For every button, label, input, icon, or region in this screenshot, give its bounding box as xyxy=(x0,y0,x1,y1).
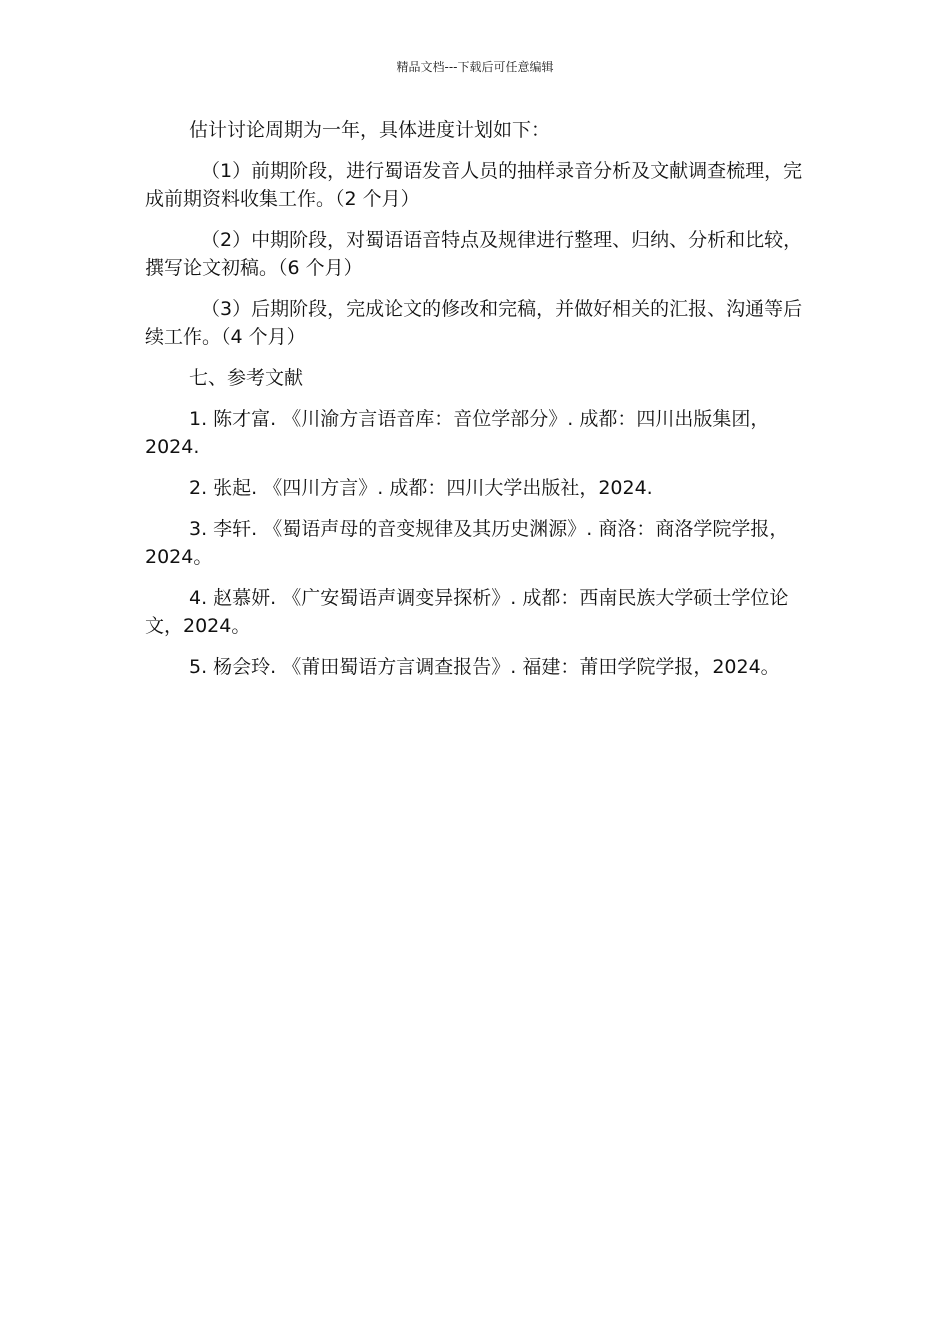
schedule-intro: 估计讨论周期为一年，具体进度计划如下： xyxy=(189,119,551,141)
document-body xyxy=(145,116,815,694)
reference-item: 5. 杨会玲. 《莆田蜀语方言调查报告》. 福建：莆田学院学报，2024。 xyxy=(189,656,780,678)
reference-item: 1. 陈才富. 《川渝方言语音库：音位学部分》. 成都：四川出版集团，2024. xyxy=(145,408,770,458)
reference-item: 2. 张起. 《四川方言》. 成都：四川大学出版社，2024. xyxy=(189,477,653,499)
stage-paragraph: （3）后期阶段，完成论文的修改和完稿，并做好相关的汇报、沟通等后续工作。（4 个月） xyxy=(145,298,803,348)
reference-item: 4. 赵慕妍. 《广安蜀语声调变异探析》. 成都：西南民族大学硕士学位论文，2024。 xyxy=(145,587,789,637)
stage-paragraph: （1）前期阶段，进行蜀语发音人员的抽样录音分析及文献调查梳理，完成前期资料收集工作。（2 个月） xyxy=(145,160,803,210)
page-header: 精品文档---下载后可任意编辑 xyxy=(396,60,554,74)
reference-item: 3. 李轩. 《蜀语声母的音变规律及其历史渊源》. 商洛：商洛学院学报，2024。 xyxy=(145,518,789,568)
references-heading: 七、参考文献 xyxy=(189,367,304,389)
stage-paragraph: （2）中期阶段，对蜀语语音特点及规律进行整理、归纳、分析和比较，撰写论文初稿。（6 个月） xyxy=(145,229,803,279)
